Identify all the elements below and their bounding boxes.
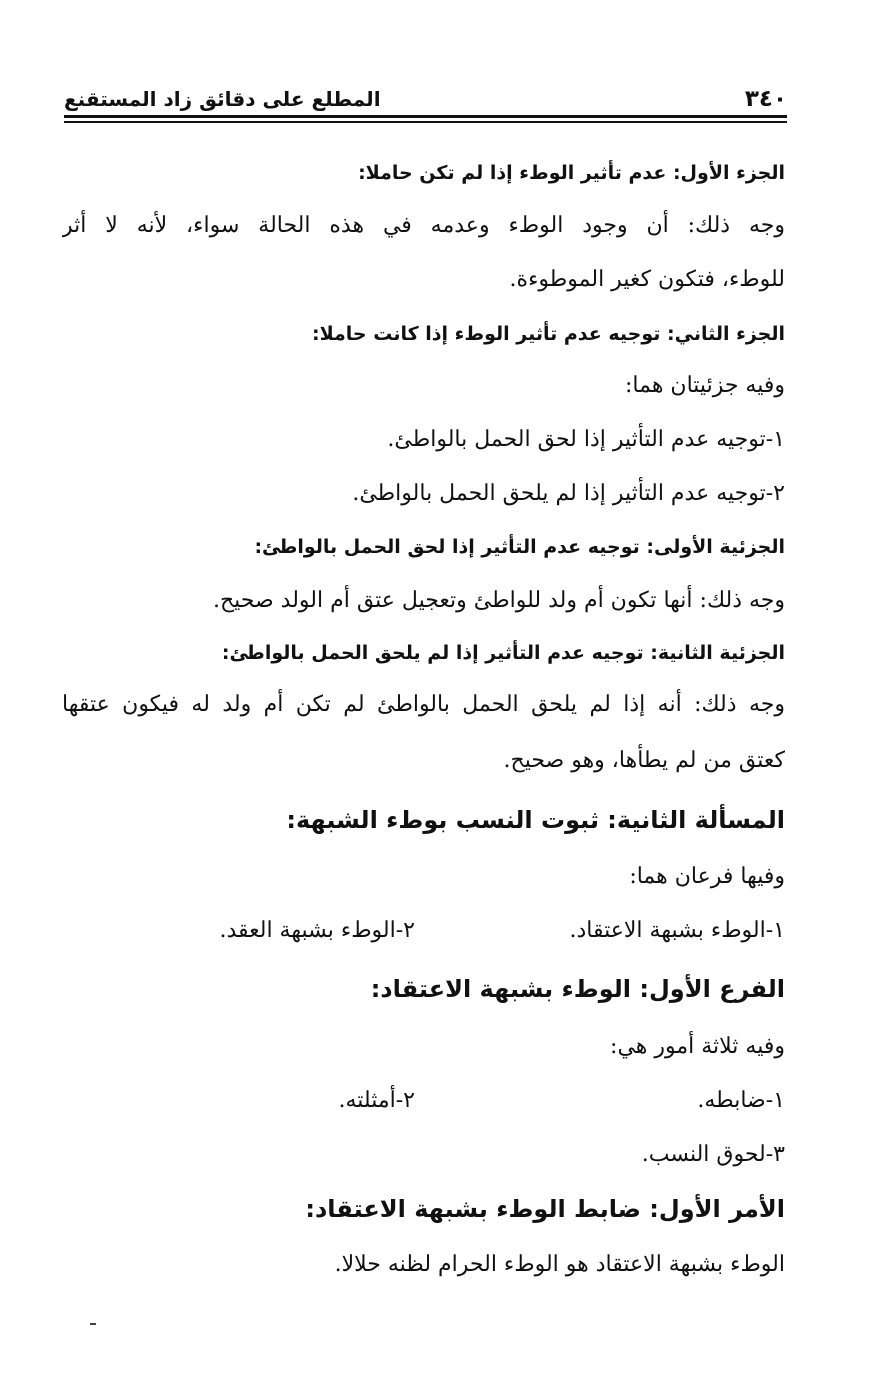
heading-subpart-one: الجزئية الأولى: توجيه عدم التأثير إذا لحق الحمل بالواطئ: — [254, 536, 785, 558]
two-column-list — [62, 1080, 785, 1124]
two-column-list — [62, 910, 785, 954]
paragraph-line: وفيه جزئيتان هما: — [625, 373, 785, 398]
list-item: ٢-أمثلته. — [338, 1088, 415, 1113]
paragraph-line: وفيه ثلاثة أمور هي: — [610, 1034, 785, 1059]
header-rule-thin — [64, 121, 787, 123]
book-title: المطلع على دقائق زاد المستقنع — [64, 87, 381, 111]
heading-part-one: الجزء الأول: عدم تأثير الوطء إذا لم تكن حاملا: — [358, 162, 785, 184]
paragraph-line: للوطء، فتكون كغير الموطوءة. — [509, 267, 785, 292]
list-item: ٣-لحوق النسب. — [641, 1142, 785, 1167]
heading-part-two: الجزء الثاني: توجيه عدم تأثير الوطء إذا كانت حاملا: — [312, 323, 785, 345]
list-item: ٢-الوطء بشبهة العقد. — [219, 918, 415, 943]
paragraph-line: وجه ذلك: أن وجود الوطء وعدمه في هذه الحالة سواء، لأنه لا أثر — [62, 213, 785, 238]
list-item: ١-ضابطه. — [697, 1088, 785, 1113]
heading-subpart-two: الجزئية الثانية: توجيه عدم التأثير إذا لم يلحق الحمل بالواطئ: — [221, 642, 785, 664]
header-rule-thick — [64, 115, 787, 118]
list-item: ١-توجيه عدم التأثير إذا لحق الحمل بالواطئ. — [387, 427, 785, 452]
print-speck — [90, 1323, 96, 1325]
running-header — [64, 78, 787, 114]
paragraph-line: وفيها فرعان هما: — [629, 864, 785, 889]
paragraph-line: وجه ذلك: أنه إذا لم يلحق الحمل بالواطئ لم تكن أم ولد له فيكون عتقها — [62, 692, 785, 717]
paragraph-line: وجه ذلك: أنها تكون أم ولد للواطئ وتعجيل عتق أم الولد صحيح. — [212, 588, 785, 613]
section-heading-issue-two: المسألة الثانية: ثبوت النسب بوطء الشبهة: — [286, 806, 785, 834]
page-number: ٣٤٠ — [744, 86, 787, 112]
section-heading-matter-one: الأمر الأول: ضابط الوطء بشبهة الاعتقاد: — [305, 1195, 785, 1223]
paragraph-line: الوطء بشبهة الاعتقاد هو الوطء الحرام لظنه حلالا. — [334, 1252, 785, 1277]
list-item: ١-الوطء بشبهة الاعتقاد. — [569, 918, 785, 943]
list-item: ٢-توجيه عدم التأثير إذا لم يلحق الحمل بالواطئ. — [352, 481, 785, 506]
paragraph-line: كعتق من لم يطأها، وهو صحيح. — [503, 748, 785, 773]
section-heading-branch-one: الفرع الأول: الوطء بشبهة الاعتقاد: — [370, 975, 785, 1003]
